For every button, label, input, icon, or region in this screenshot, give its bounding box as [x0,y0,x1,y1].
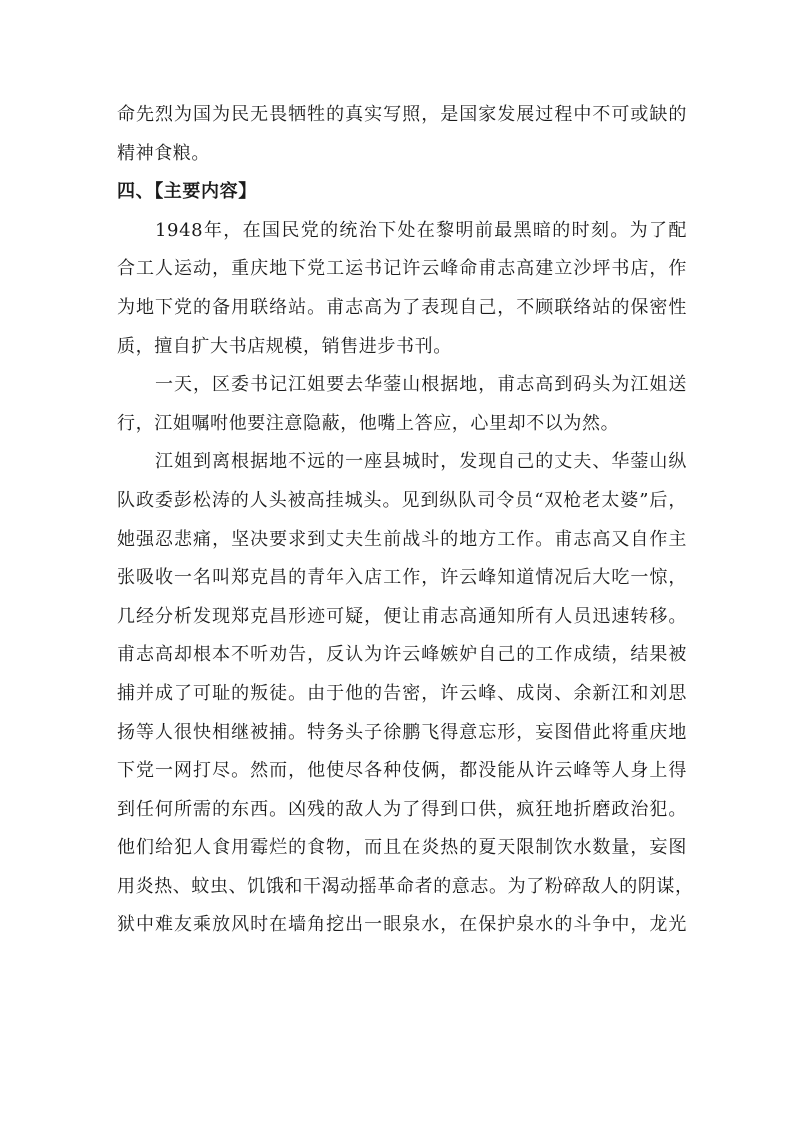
paragraph-line: 合工人运动，重庆地下党工运书记许云峰命甫志高建立沙坪书店，作 [117,258,687,280]
section-heading: 四、【主要内容】 [117,181,257,203]
paragraph-line: 1948年，在国民党的统治下处在黎明前最黑暗的时刻。为了配 [155,219,687,241]
paragraph-line: 她强忍悲痛，坚决要求到丈夫生前战斗的地方工作。甫志高又自作主 [117,528,687,550]
document-body [117,96,694,945]
paragraph-line: 甫志高却根本不听劝告，反认为许云峰嫉妒自己的工作成绩，结果被 [117,644,687,666]
paragraph-line: 张吸收一名叫郑克昌的青年入店工作，许云峰知道情况后大吃一惊， [117,567,687,589]
paragraph-line: 队政委彭松涛的人头被高挂城头。见到纵队司令员“双枪老太婆”后， [117,489,687,511]
intro-line: 命先烈为国为民无畏牺牲的真实写照，是国家发展过程中不可或缺的 [117,104,687,125]
paragraph-line: 他们给犯人食用霉烂的食物，而且在炎热的夏天限制饮水数量，妄图 [117,837,687,859]
paragraph-line: 江姐到离根据地不远的一座县城时，发现自己的丈夫、华蓥山纵 [155,451,687,473]
paragraph-line: 到任何所需的东西。凶残的敌人为了得到口供，疯狂地折磨政治犯。 [117,798,687,820]
paragraph-line: 狱中难友乘放风时在墙角挖出一眼泉水，在保护泉水的斗争中，龙光 [117,914,687,936]
paragraph-line: 用炎热、蚊虫、饥饿和干渴动摇革命者的意志。为了粉碎敌人的阴谋， [117,875,694,897]
paragraph-line: 为地下党的备用联络站。甫志高为了表现自己，不顾联络站的保密性 [117,296,687,318]
paragraph-line: 下党一网打尽。然而，他使尽各种伎俩，都没能从许云峰等人身上得 [117,760,687,782]
paragraph-line: 一天，区委书记江姐要去华蓥山根据地，甫志高到码头为江姐送 [155,374,687,396]
paragraph-line: 几经分析发现郑克昌形迹可疑，便让甫志高通知所有人员迅速转移。 [117,605,687,627]
intro-line: 精神食粮。 [117,142,210,164]
paragraph-line: 扬等人很快相继被捕。特务头子徐鹏飞得意忘形，妄图借此将重庆地 [117,721,687,743]
paragraph-line: 捕并成了可耻的叛徒。由于他的告密，许云峰、成岗、余新江和刘思 [117,682,687,704]
paragraph-line: 质，擅自扩大书店规模，销售进步书刊。 [117,335,452,357]
paragraph-line: 行，江姐嘱咐他要注意隐蔽，他嘴上答应，心里却不以为然。 [117,412,620,434]
